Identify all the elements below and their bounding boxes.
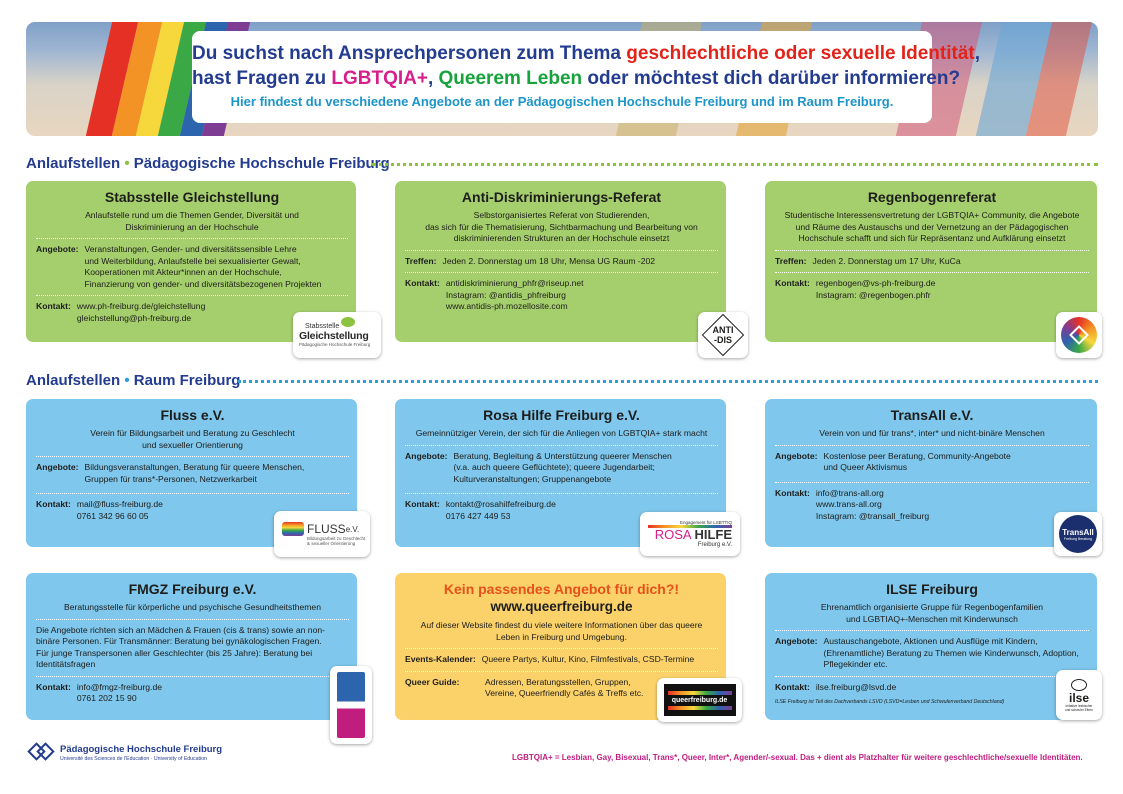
hero-text-box <box>192 31 981 123</box>
card-description: Ehrenamtlich organisierte Gruppe für Regenbogenfamilien und LGBTIAQ+-Menschen mit Kinderwunsch <box>820 602 1044 624</box>
guide-text: Adressen, Beratungsstellen, Gruppen, Vereine, Queerfriendly Cafés & Treffs etc. <box>485 676 644 698</box>
kontakt-label: Kontakt: <box>36 681 71 692</box>
email-link[interactable]: mail@fluss-freiburg.de <box>76 499 163 509</box>
queerfreiburg-link[interactable]: www.queerfreiburg.de <box>490 599 633 614</box>
email-link[interactable]: antidiskriminierung_phfr@riseup.net <box>445 278 584 288</box>
angebote-label: Angebote: <box>775 450 818 461</box>
angebote-label: Angebote: <box>36 244 79 254</box>
card-transall <box>765 399 1097 547</box>
email-link[interactable]: gleichstellung@ph-freiburg.de <box>76 312 192 323</box>
card-description: Selbstorganisiertes Referat von Studierenden, das sich für die Thematisierung, Sichtbarmachung und Bearbeitung von diskriminierenden Strukturen an der Hochschule einsetzt <box>425 210 698 243</box>
fluss-logo: FLUSS e.V. Bildungsarbeit zu Geschlecht & sexueller Orientierung <box>274 511 370 557</box>
angebote-text: Austauschangebote, Aktionen und Ausflüge mit Kindern, (Ehrenamtliche) Beratung zu Themen wie Kinderwunsch, Adoption, Pflegekinder etc. <box>823 636 1079 669</box>
phone-number: 0761 202 15 90 <box>76 693 137 703</box>
kontakt-label: Kontakt: <box>775 278 810 288</box>
card-title: Anti-Diskriminierungs-Referat <box>461 189 662 205</box>
ph-freiburg-subtitle: Université des Sciences de l'Education · University of Education <box>60 756 207 762</box>
card-title: Rosa Hilfe Freiburg e.V. <box>483 407 640 423</box>
card-description: Studentische Interessensvertretung der LGBTQIA+ Community, die Angebote und Räume des Austauschs und der Vernetzung an der Pädagogischen Hochschule schafft und sich für Repräsentanz und Aufklärung einsetzt <box>784 210 1080 243</box>
kontakt-label: Kontakt: <box>36 499 71 509</box>
card-description: Gemeinnütziger Verein, der sich für die Anliegen von LGBTQIA+ stark macht <box>415 428 708 438</box>
website-link[interactable]: www.antidis-ph.mozellosite.com <box>445 301 568 311</box>
angebote-label: Angebote: <box>36 462 79 472</box>
treffen-label: Treffen: <box>405 255 437 266</box>
rosa-hilfe-logo: Engagement für LSBTTIQ ROSA HILFE Freiburg e.V. <box>640 512 740 556</box>
rainbow-circle-icon <box>1061 317 1097 353</box>
instagram-link[interactable]: Instagram: @transall_freiburg <box>815 510 930 521</box>
card-title: Fluss e.V. <box>160 407 225 423</box>
card-description: Beratungsstelle für körperliche und psychische Gesundheitsthemen <box>63 602 321 612</box>
card-description: Verein von und für trans*, inter* und nicht-binäre Menschen <box>819 428 1045 438</box>
email-link[interactable]: info@fmgz-freiburg.de <box>76 681 163 692</box>
website-link[interactable]: www.trans-all.org <box>815 499 882 509</box>
card-title: FMGZ Freiburg e.V. <box>128 581 257 597</box>
queerfreiburg-logo: queerfreiburg.de <box>657 678 742 722</box>
section-heading-freiburg: Anlaufstellen • Raum Freiburg <box>26 372 241 389</box>
card-ilse <box>765 573 1097 720</box>
ph-freiburg-logo-icon <box>28 742 54 762</box>
hero-headline-1: Du suchst nach Ansprechpersonen zum Thema geschlechtliche oder sexuelle Identität, <box>192 43 981 64</box>
email-link[interactable]: ilse.freiburg@lsvd.de <box>815 681 897 692</box>
rainbow-wave-icon <box>282 522 304 536</box>
email-link[interactable]: info@trans-all.org <box>815 487 884 498</box>
card-description: Verein für Bildungsarbeit und Beratung zu Geschlecht und sexueller Orientierung <box>90 428 295 450</box>
card-title: Stabsstelle Gleichstellung <box>104 189 280 205</box>
events-label: Events-Kalender: <box>405 654 476 664</box>
kontakt-label: Kontakt: <box>775 681 810 692</box>
events-text: Queere Partys, Kultur, Kino, Filmfestivals, CSD-Termine <box>481 654 695 664</box>
treffen-text: Jeden 2. Donnerstag um 18 Uhr, Mensa UG Raum -202 <box>442 255 656 266</box>
email-link[interactable]: kontakt@rosahilfefreiburg.de <box>445 499 556 509</box>
anti-dis-logo: ANTI -DIS <box>698 312 748 358</box>
card-title: Kein passendes Angebot für dich?! <box>443 581 680 597</box>
ilse-note: ILSE Freiburg ist Teil des Dachverbands LSVD (LSVD=Lesben und Schwulenverband Deutschland) <box>775 699 1005 705</box>
angebote-label: Angebote: <box>775 636 818 646</box>
instagram-link[interactable]: Instagram: @antidis_phfreiburg <box>445 289 566 300</box>
phone-number: 0176 427 449 53 <box>445 510 511 521</box>
angebote-text: Bildungsveranstaltungen, Beratung für queere Menschen, Gruppen für trans*-Personen, Netzwerkarbeit <box>84 462 305 484</box>
transall-logo: TransAll Freiburg Beratung <box>1054 512 1102 556</box>
smiley-icon <box>1071 679 1087 691</box>
regenbogenreferat-logo <box>1056 312 1102 358</box>
angebote-label: Angebote: <box>405 450 448 461</box>
card-anti-diskriminierungs-referat <box>395 181 726 342</box>
card-regenbogenreferat <box>765 181 1097 342</box>
gleichstellung-logo: Stabsstelle Gleichstellung Pädagogische Hochschule Freiburg <box>293 312 381 358</box>
angebote-text: Die Angebote richten sich an Mädchen & Frauen (cis & trans) sowie an non- binäre Personen. Für Transmänner: Beratung bei gynäkologischen Fragen. Für junge Transpersonen aller Geschlechter (bis 25 Jahre): Beratung bei Identitätsfragen <box>36 624 325 669</box>
treffen-label: Treffen: <box>775 255 807 266</box>
website-link[interactable]: www.ph-freiburg.de/gleichstellung <box>76 301 206 311</box>
angebote-text: Beratung, Begleitung & Unterstützung queerer Menschen (v.a. auch queere Geflüchtete); queere Jugendarbeit; Kulturveranstaltungen; Gruppenangebote <box>453 450 672 484</box>
card-fmgz <box>26 573 357 720</box>
card-description: Anlaufstelle rund um die Themen Gender, Diversität und Diskriminierung an der Hochschule <box>85 210 299 232</box>
instagram-link[interactable]: Instagram: @regenbogen.phfr <box>815 289 931 300</box>
card-title: Regenbogenreferat <box>867 189 997 205</box>
kontakt-label: Kontakt: <box>775 487 810 498</box>
card-title: ILSE Freiburg <box>886 581 978 597</box>
guide-label: Queer Guide: <box>405 676 460 687</box>
card-description: Auf dieser Website findest du viele weitere Informationen über das queere Leben in Freiburg und Umgebung. <box>420 620 703 642</box>
fmgz-logo <box>330 666 372 744</box>
email-link[interactable]: regenbogen@vs-ph-freiburg.de <box>815 278 936 288</box>
ilse-logo: ilse Initiative lesbischer und schwuler Eltern <box>1056 670 1102 720</box>
logo-shape-icon <box>341 317 355 327</box>
card-title: TransAll e.V. <box>890 407 974 423</box>
treffen-text: Jeden 2. Donnerstag um 17 Uhr, KuCa <box>812 255 961 266</box>
hero-headline-2: hast Fragen zu LGBTQIA+, Queerem Leben oder möchtest dich darüber informieren? <box>192 68 961 89</box>
ph-freiburg-name: Pädagogische Hochschule Freiburg <box>60 744 223 755</box>
section-divider <box>238 380 1098 383</box>
angebote-text: Kostenlose peer Beratung, Community-Angebote und Queer Aktivismus <box>823 450 1011 472</box>
section-divider <box>372 163 1098 166</box>
section-heading-ph: Anlaufstellen • Pädagogische Hochschule Freiburg <box>26 155 390 172</box>
hero-subline: Hier findest du verschiedene Angebote an der Pädagogischen Hochschule Freiburg und im Raum Freiburg. <box>230 94 894 109</box>
kontakt-label: Kontakt: <box>405 278 440 288</box>
kontakt-label: Kontakt: <box>36 301 71 311</box>
phone-number: 0761 342 96 60 05 <box>76 510 149 521</box>
lgbtqia-definition: LGBTQIA+ = Lesbian, Gay, Bisexual, Trans*, Queer, Inter*, Agender/-sexual. Das + dient als Platzhalter für weitere geschlechtliche/sexuelle Identitäten. <box>512 753 1083 762</box>
angebote-text: Veranstaltungen, Gender- und diversitätssensible Lehre und Weiterbildung, Anlaufstelle bei sexualisierter Gewalt, Kooperationen mit Akteur*innen an der Hochschule, Finanzierung von gender- und diversitätsbezogenen Projekten <box>84 244 322 289</box>
kontakt-label: Kontakt: <box>405 499 440 509</box>
